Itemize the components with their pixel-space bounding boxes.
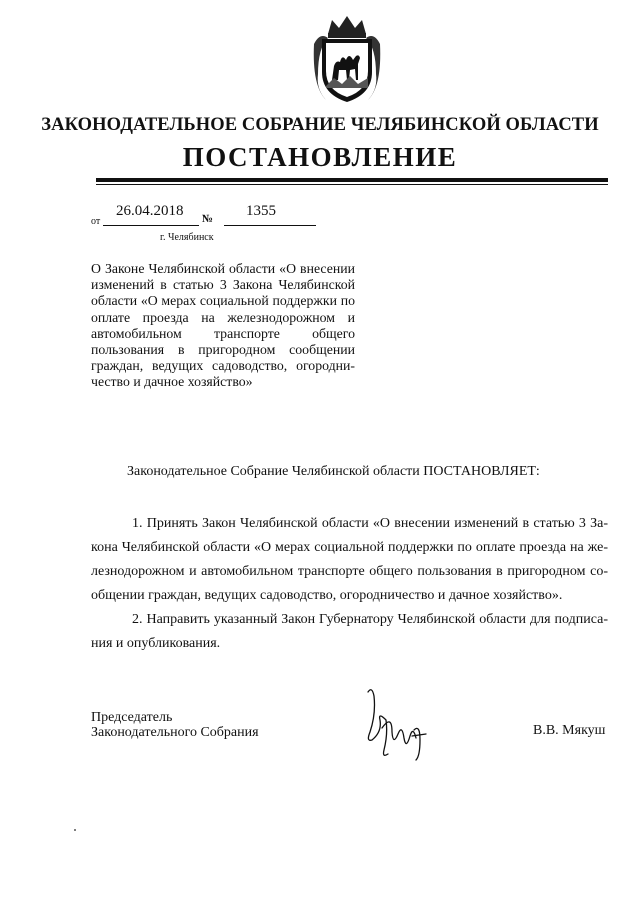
chair-title — [91, 710, 259, 740]
date-underline — [103, 225, 199, 226]
body-paragraph-1: 1. Принять Закон Челябинской области «О внесении изменений в статью 3 Закона Челябинской области «О мерах социальной поддержки по оплате проезда на железнодорожном и автомобильном транспорте общего пользования в пригородном сообщении граждан, ведущих садоводство, огородничество и дачное хозяйство». — [91, 516, 608, 603]
coat-of-arms-icon — [312, 14, 382, 106]
document-subject: О Законе Челябинской области «О внесении изменений в статью 3 Закона Челябинской области «О мерах социальной поддержки по оплате проезда на железнодорожном и автомобильном транспорте общего пользования в пригородном сообщении граждан, ведущих садоводство, огородничество и дачное хозяйство» — [91, 261, 355, 390]
chair-title-line-2: Законодательного Собрания — [91, 725, 259, 740]
resolution-statement: Законодательное Собрание Челябинской области ПОСТАНОВЛЯЕТ: — [127, 464, 540, 479]
signer-name: В.В. Мякуш — [533, 723, 606, 738]
scan-speck — [74, 829, 76, 831]
organization-name: ЗАКОНОДАТЕЛЬНОЕ СОБРАНИЕ ЧЕЛЯБИНСКОЙ ОБЛАСТИ — [41, 115, 599, 135]
header-rule-thick — [96, 178, 608, 182]
document-city: г. Челябинск — [160, 232, 214, 243]
chair-title-line-1: Председатель — [91, 710, 173, 725]
body-paragraph-2: 2. Направить указанный Закон Губернатору Челябинской области для подписания и опубликования. — [91, 612, 608, 651]
date-prefix: от — [91, 216, 101, 227]
number-underline — [224, 225, 316, 226]
number-prefix: № — [202, 213, 214, 225]
document-number: 1355 — [246, 203, 276, 219]
header-rule-thin — [96, 184, 608, 185]
document-date: 26.04.2018 — [116, 203, 184, 219]
document-type: ПОСТАНОВЛЕНИЕ — [182, 142, 458, 172]
handwritten-signature-icon — [358, 684, 438, 762]
